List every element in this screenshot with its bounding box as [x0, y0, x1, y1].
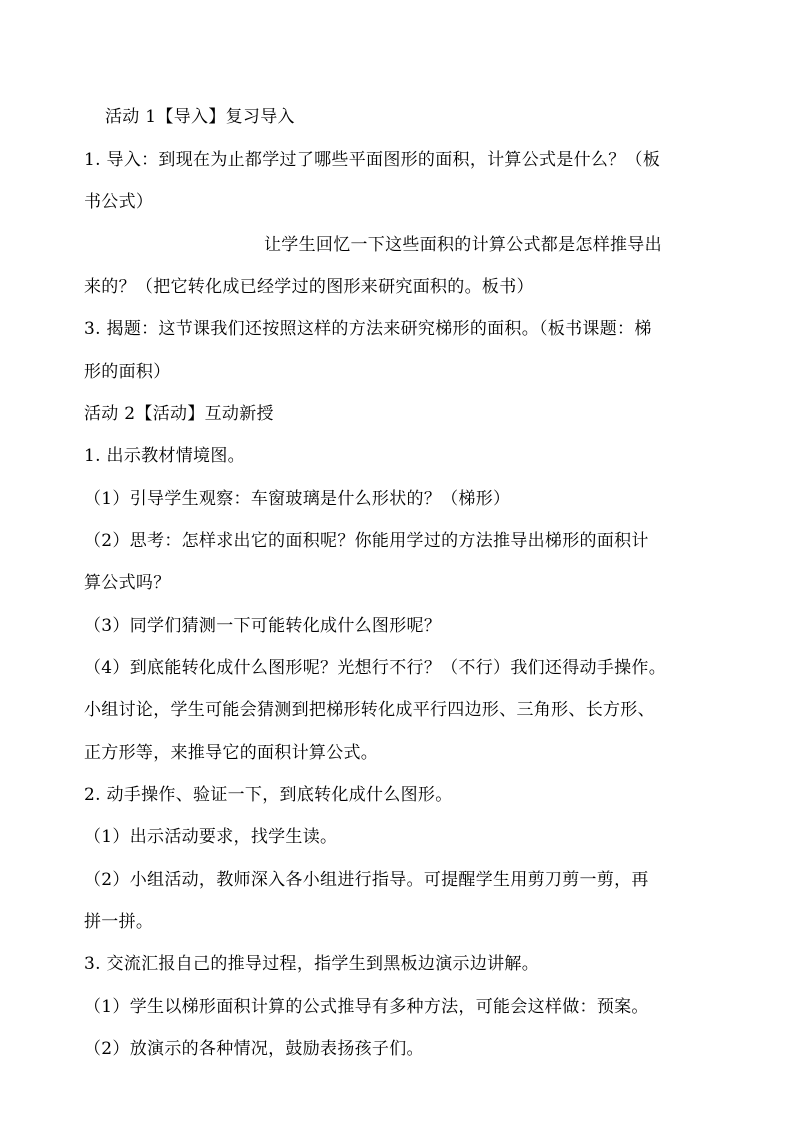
paragraph-line: 2. 动手操作、验证一下，到底转化成什么图形。 [84, 785, 453, 805]
paragraph-line: （1）学生以梯形面积计算的公式推导有多种方法，可能会这样做：预案。 [84, 997, 649, 1017]
paragraph-line: 让学生回忆一下这些面积的计算公式都是怎样推导出 [264, 235, 662, 255]
paragraph-line: 来的？（把它转化成已经学过的图形来研究面积的。板书） [84, 277, 534, 297]
paragraph-line: 1. 出示教材情境图。 [84, 446, 245, 466]
paragraph-line: 算公式吗？ [84, 573, 171, 593]
paragraph-line: 形的面积） [84, 362, 171, 382]
activity-1-heading: 活动 1【导入】复习导入 [105, 107, 295, 127]
paragraph-line: 1. 导入：到现在为止都学过了哪些平面图形的面积，计算公式是什么？（板 [84, 150, 661, 170]
paragraph-line: （1）引导学生观察：车窗玻璃是什么形状的？（梯形） [84, 489, 511, 509]
paragraph-line: 拼一拼。 [84, 912, 154, 932]
paragraph-line: （2）思考：怎样求出它的面积呢？你能用学过的方法推导出梯形的面积计 [84, 531, 649, 551]
paragraph-line: （2）小组活动，教师深入各小组进行指导。可提醒学生用剪刀剪一剪，再 [84, 870, 649, 890]
paragraph-line: 书公式） [84, 192, 154, 212]
paragraph-line: （3）同学们猜测一下可能转化成什么图形呢？ [84, 616, 442, 636]
paragraph-line: （2）放演示的各种情况，鼓励表扬孩子们。 [84, 1039, 424, 1059]
paragraph-line: 3. 揭题：这节课我们还按照这样的方法来研究梯形的面积。（板书课题：梯 [84, 319, 652, 339]
paragraph-line: 小组讨论，学生可能会猜测到把梯形转化成平行四边形、三角形、长方形、 [84, 700, 655, 720]
paragraph-line: （4）到底能转化成什么图形呢？光想行不行？（不行）我们还得动手操作。 [84, 658, 667, 678]
paragraph-line: （1）出示活动要求，找学生读。 [84, 827, 338, 847]
paragraph-line: 3. 交流汇报自己的推导过程，指学生到黑板边演示边讲解。 [84, 954, 540, 974]
paragraph-line: 正方形等，来推导它的面积计算公式。 [84, 743, 379, 763]
activity-2-heading: 活动 2【活动】互动新授 [84, 404, 274, 424]
